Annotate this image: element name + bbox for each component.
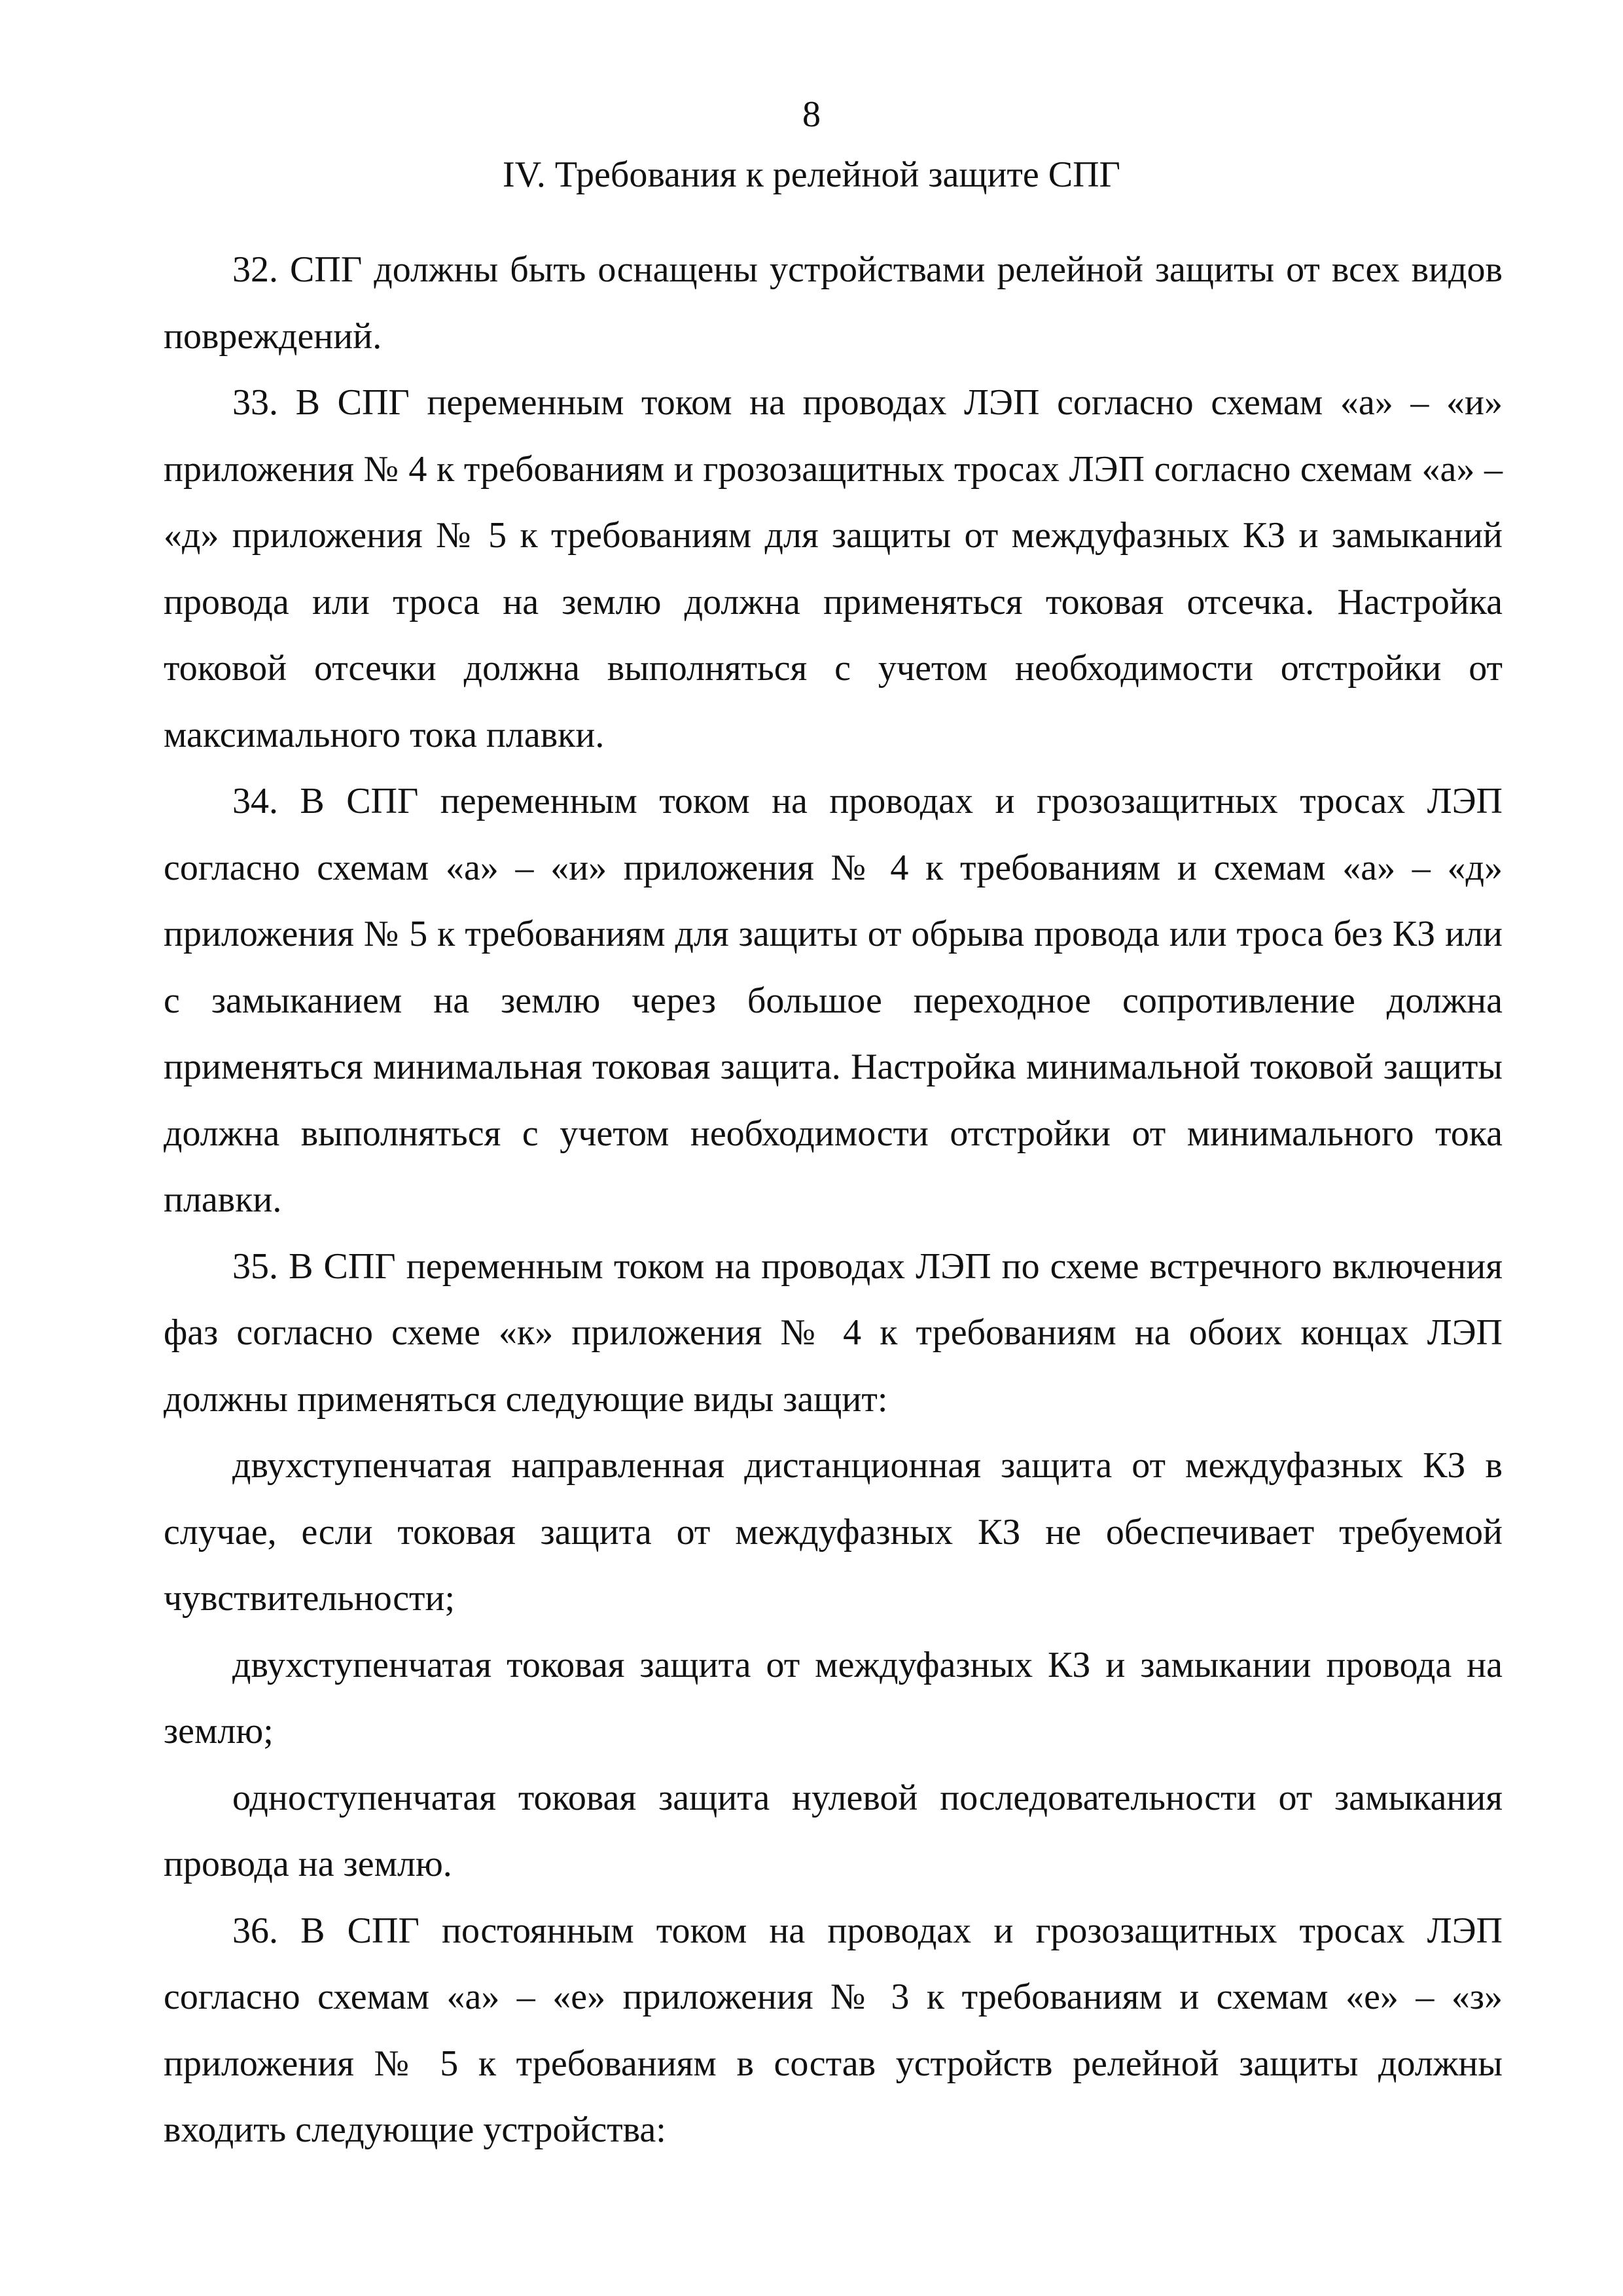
paragraph-34: 34. В СПГ переменным током на проводах и грозозащитных тросах ЛЭП согласно схемам «а» – «и» приложения № 4 к требованиям и схемам «а» – «д» приложения № 5 к требованиям для защиты от обрыва провода или троса без КЗ или с замыканием на землю через большое переходное сопротивление должна применяться минимальная токовая защита. Настройка минимальной токовой защиты должна выполняться с учетом необходимости отстройки от минимального тока плавки. [164, 781, 1503, 1220]
document-body [164, 237, 1503, 2164]
paragraph-32: 32. СПГ должны быть оснащены устройствами релейной защиты от всех видов повреждений. [164, 249, 1503, 357]
section-title: IV. Требования к релейной защите СПГ [503, 154, 1120, 195]
paragraph-35: 35. В СПГ переменным током на проводах ЛЭП по схеме встречного включения фаз согласно схеме «к» приложения № 4 к требованиям на обоих концах ЛЭП должны применяться следующие виды защит: [164, 1246, 1503, 1420]
list-item-current-protection: двухступенчатая токовая защита от междуфазных КЗ и замыкании провода на землю; [164, 1644, 1503, 1751]
paragraph-33: 33. В СПГ переменным током на проводах ЛЭП согласно схемам «а» – «и» приложения № 4 к требованиям и грозозащитных тросах ЛЭП согласно схемам «а» – «д» приложения № 5 к требованиям для защиты от междуфазных КЗ и замыканий провода или троса на землю должна применяться токовая отсечка. Настройка токовой отсечки должна выполняться с учетом необходимости отстройки от максимального тока плавки. [164, 382, 1503, 755]
list-item-distance-protection: двухступенчатая направленная дистанционная защита от междуфазных КЗ в случае, если токовая защита от междуфазных КЗ не обеспечивает требуемой чувствительности; [164, 1445, 1503, 1619]
paragraph-36: 36. В СПГ постоянным током на проводах и грозозащитных тросах ЛЭП согласно схемам «а» – «е» приложения № 3 к требованиям и схемам «е» – «з» приложения № 5 к требованиям в состав устройств релейной защиты должны входить следующие устройства: [164, 1910, 1503, 2150]
list-item-zero-sequence-protection: одноступенчатая токовая защита нулевой последовательности от замыкания провода на землю. [164, 1777, 1503, 1884]
page-number: 8 [802, 94, 821, 135]
